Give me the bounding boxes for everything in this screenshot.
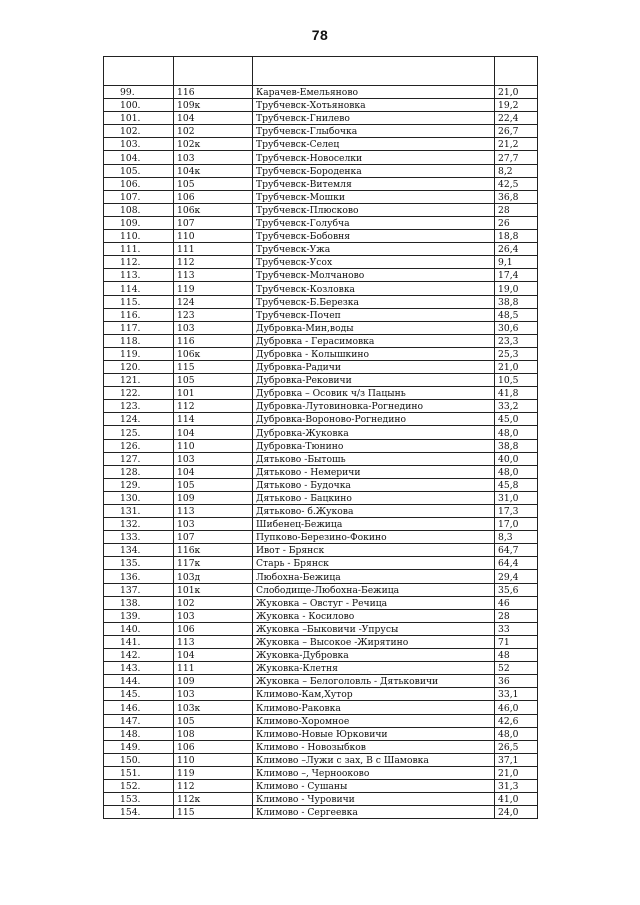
table-row	[104, 295, 538, 308]
route-number-cell: 119	[174, 766, 253, 779]
route-name-cell: Дубровка-Рековичи	[253, 374, 495, 387]
distance-cell: 46	[495, 596, 538, 609]
route-number-cell: 106	[174, 622, 253, 635]
table-row	[104, 478, 538, 491]
table-row	[104, 622, 538, 635]
route-name-cell: Трубчевск-Витемля	[253, 177, 495, 190]
route-number-cell: 105	[174, 478, 253, 491]
row-index-cell: 118.	[104, 334, 174, 347]
route-name-cell: Дубровка - Колышкино	[253, 347, 495, 360]
header-cell-index	[104, 57, 174, 86]
route-number-cell: 111	[174, 243, 253, 256]
distance-cell: 9,1	[495, 256, 538, 269]
table-row	[104, 269, 538, 282]
route-number-cell: 105	[174, 374, 253, 387]
row-index-cell: 103.	[104, 138, 174, 151]
route-number-cell: 104	[174, 426, 253, 439]
table-row	[104, 256, 538, 269]
distance-cell: 38,8	[495, 439, 538, 452]
table-row	[104, 779, 538, 792]
row-index-cell: 125.	[104, 426, 174, 439]
route-name-cell: Климово - Чуровичи	[253, 793, 495, 806]
table-row	[104, 439, 538, 452]
route-number-cell: 119	[174, 282, 253, 295]
row-index-cell: 108.	[104, 203, 174, 216]
row-index-cell: 153.	[104, 793, 174, 806]
route-name-cell: Дубровка – Осовик ч/з Пацынь	[253, 387, 495, 400]
route-number-cell: 102к	[174, 138, 253, 151]
route-name-cell: Дубровка-Жуковка	[253, 426, 495, 439]
route-number-cell: 103	[174, 321, 253, 334]
route-number-cell: 101	[174, 387, 253, 400]
table-row	[104, 518, 538, 531]
route-name-cell: Дятьково -Бытошь	[253, 452, 495, 465]
route-name-cell: Климово - Сергеевка	[253, 806, 495, 819]
row-index-cell: 146.	[104, 701, 174, 714]
table-row	[104, 400, 538, 413]
route-name-cell: Климово-Раковка	[253, 701, 495, 714]
table-row	[104, 531, 538, 544]
route-number-cell: 101к	[174, 583, 253, 596]
route-number-cell: 105	[174, 177, 253, 190]
distance-cell: 64,7	[495, 544, 538, 557]
route-number-cell: 109	[174, 675, 253, 688]
route-name-cell: Дятьково - Бацкино	[253, 491, 495, 504]
route-name-cell: Трубчевск-Новоселки	[253, 151, 495, 164]
table-row	[104, 426, 538, 439]
route-name-cell: Трубчевск-Почеп	[253, 308, 495, 321]
row-index-cell: 116.	[104, 308, 174, 321]
row-index-cell: 143.	[104, 662, 174, 675]
distance-cell: 22,4	[495, 112, 538, 125]
route-number-cell: 113	[174, 635, 253, 648]
route-name-cell: Старь - Брянск	[253, 557, 495, 570]
route-name-cell: Трубчевск-Глыбочка	[253, 125, 495, 138]
row-index-cell: 119.	[104, 347, 174, 360]
route-number-cell: 104	[174, 112, 253, 125]
route-name-cell: Трубчевск-Б.Березка	[253, 295, 495, 308]
route-name-cell: Слободище-Любохна-Бежица	[253, 583, 495, 596]
route-number-cell: 105	[174, 714, 253, 727]
route-number-cell: 103д	[174, 570, 253, 583]
table-row	[104, 806, 538, 819]
distance-cell: 17,4	[495, 269, 538, 282]
row-index-cell: 117.	[104, 321, 174, 334]
row-index-cell: 104.	[104, 151, 174, 164]
table-row	[104, 583, 538, 596]
route-name-cell: Дубровка-Тюнино	[253, 439, 495, 452]
table-row	[104, 570, 538, 583]
table-row	[104, 347, 538, 360]
route-name-cell: Трубчевск-Голубча	[253, 216, 495, 229]
distance-cell: 33	[495, 622, 538, 635]
distance-cell: 48	[495, 649, 538, 662]
distance-cell: 37,1	[495, 753, 538, 766]
route-number-cell: 112	[174, 256, 253, 269]
route-name-cell: Трубчевск-Бобовня	[253, 230, 495, 243]
route-number-cell: 111	[174, 662, 253, 675]
distance-cell: 24,0	[495, 806, 538, 819]
distance-cell: 21,0	[495, 86, 538, 99]
route-number-cell: 103	[174, 518, 253, 531]
table-row	[104, 662, 538, 675]
distance-cell: 19,2	[495, 99, 538, 112]
page-number: 78	[311, 27, 329, 43]
route-name-cell: Дятьково - Будочка	[253, 478, 495, 491]
routes-table	[103, 56, 538, 819]
row-index-cell: 135.	[104, 557, 174, 570]
table-row	[104, 753, 538, 766]
distance-cell: 40,0	[495, 452, 538, 465]
route-name-cell: Дубровка - Герасимовка	[253, 334, 495, 347]
route-name-cell: Любохна-Бежица	[253, 570, 495, 583]
route-number-cell: 116к	[174, 544, 253, 557]
distance-cell: 18,8	[495, 230, 538, 243]
row-index-cell: 126.	[104, 439, 174, 452]
table-row	[104, 649, 538, 662]
route-name-cell: Дятьково - Немеричи	[253, 465, 495, 478]
route-number-cell: 124	[174, 295, 253, 308]
route-number-cell: 116	[174, 334, 253, 347]
table-row	[104, 112, 538, 125]
route-number-cell: 112	[174, 779, 253, 792]
route-name-cell: Карачев-Емельяново	[253, 86, 495, 99]
distance-cell: 31,3	[495, 779, 538, 792]
table-row	[104, 635, 538, 648]
row-index-cell: 115.	[104, 295, 174, 308]
distance-cell: 36,8	[495, 190, 538, 203]
route-name-cell: Климово-Кам,Хутор	[253, 688, 495, 701]
route-number-cell: 106	[174, 190, 253, 203]
table-row	[104, 505, 538, 518]
row-index-cell: 102.	[104, 125, 174, 138]
row-index-cell: 121.	[104, 374, 174, 387]
row-index-cell: 99.	[104, 86, 174, 99]
route-name-cell: Дубровка-Радичи	[253, 360, 495, 373]
row-index-cell: 134.	[104, 544, 174, 557]
distance-cell: 42,5	[495, 177, 538, 190]
table-row	[104, 740, 538, 753]
distance-cell: 41,8	[495, 387, 538, 400]
route-number-cell: 113	[174, 505, 253, 518]
distance-cell: 21,2	[495, 138, 538, 151]
distance-cell: 28	[495, 609, 538, 622]
route-number-cell: 103к	[174, 701, 253, 714]
table-header-row	[104, 57, 538, 86]
distance-cell: 21,0	[495, 766, 538, 779]
table-row	[104, 688, 538, 701]
distance-cell: 48,0	[495, 426, 538, 439]
route-name-cell: Трубчевск-Мошки	[253, 190, 495, 203]
row-index-cell: 123.	[104, 400, 174, 413]
route-name-cell: Трубчевск-Плюсково	[253, 203, 495, 216]
route-number-cell: 114	[174, 413, 253, 426]
route-name-cell: Дубровка-Лутовиновка-Рогнедино	[253, 400, 495, 413]
header-cell-route-number	[174, 57, 253, 86]
table-row	[104, 99, 538, 112]
route-number-cell: 110	[174, 230, 253, 243]
row-index-cell: 107.	[104, 190, 174, 203]
route-number-cell: 112	[174, 400, 253, 413]
distance-cell: 21,0	[495, 360, 538, 373]
distance-cell: 48,0	[495, 465, 538, 478]
distance-cell: 26,7	[495, 125, 538, 138]
table-row	[104, 387, 538, 400]
row-index-cell: 154.	[104, 806, 174, 819]
route-number-cell: 107	[174, 216, 253, 229]
route-number-cell: 123	[174, 308, 253, 321]
row-index-cell: 133.	[104, 531, 174, 544]
table-row	[104, 374, 538, 387]
table-row	[104, 177, 538, 190]
route-name-cell: Жуковка – Белоголовль - Дятьковичи	[253, 675, 495, 688]
row-index-cell: 147.	[104, 714, 174, 727]
row-index-cell: 110.	[104, 230, 174, 243]
table-row	[104, 701, 538, 714]
route-name-cell: Пупково-Березино-Фокино	[253, 531, 495, 544]
row-index-cell: 132.	[104, 518, 174, 531]
table-row	[104, 766, 538, 779]
route-number-cell: 109к	[174, 99, 253, 112]
row-index-cell: 120.	[104, 360, 174, 373]
row-index-cell: 100.	[104, 99, 174, 112]
header-cell-route-name	[253, 57, 495, 86]
route-number-cell: 106к	[174, 203, 253, 216]
table-row	[104, 491, 538, 504]
route-number-cell: 112к	[174, 793, 253, 806]
route-number-cell: 103	[174, 609, 253, 622]
distance-cell: 33,1	[495, 688, 538, 701]
row-index-cell: 111.	[104, 243, 174, 256]
route-name-cell: Жуковка-Клетня	[253, 662, 495, 675]
row-index-cell: 144.	[104, 675, 174, 688]
distance-cell: 48,0	[495, 727, 538, 740]
row-index-cell: 140.	[104, 622, 174, 635]
table-row	[104, 164, 538, 177]
route-number-cell: 102	[174, 125, 253, 138]
row-index-cell: 112.	[104, 256, 174, 269]
distance-cell: 33,2	[495, 400, 538, 413]
route-name-cell: Дятьково- б.Жукова	[253, 505, 495, 518]
row-index-cell: 128.	[104, 465, 174, 478]
route-name-cell: Трубчевск-Усох	[253, 256, 495, 269]
route-name-cell: Трубчевск-Гнилево	[253, 112, 495, 125]
distance-cell: 42,6	[495, 714, 538, 727]
row-index-cell: 145.	[104, 688, 174, 701]
distance-cell: 46,0	[495, 701, 538, 714]
table-row	[104, 190, 538, 203]
table-row	[104, 203, 538, 216]
route-number-cell: 109	[174, 491, 253, 504]
route-number-cell: 117к	[174, 557, 253, 570]
row-index-cell: 127.	[104, 452, 174, 465]
table-row	[104, 321, 538, 334]
distance-cell: 8,3	[495, 531, 538, 544]
row-index-cell: 130.	[104, 491, 174, 504]
row-index-cell: 142.	[104, 649, 174, 662]
route-number-cell: 115	[174, 806, 253, 819]
table-row	[104, 465, 538, 478]
route-number-cell: 106	[174, 740, 253, 753]
table-row	[104, 727, 538, 740]
distance-cell: 29,4	[495, 570, 538, 583]
row-index-cell: 114.	[104, 282, 174, 295]
route-number-cell: 103	[174, 452, 253, 465]
row-index-cell: 139.	[104, 609, 174, 622]
row-index-cell: 149.	[104, 740, 174, 753]
route-number-cell: 104	[174, 649, 253, 662]
table-row	[104, 86, 538, 99]
distance-cell: 23,3	[495, 334, 538, 347]
distance-cell: 35,6	[495, 583, 538, 596]
row-index-cell: 151.	[104, 766, 174, 779]
route-name-cell: Жуковка –Быковичи -Упрусы	[253, 622, 495, 635]
row-index-cell: 131.	[104, 505, 174, 518]
table-row	[104, 216, 538, 229]
table-row	[104, 452, 538, 465]
route-name-cell: Жуковка - Косилово	[253, 609, 495, 622]
row-index-cell: 136.	[104, 570, 174, 583]
distance-cell: 38,8	[495, 295, 538, 308]
row-index-cell: 152.	[104, 779, 174, 792]
route-name-cell: Климово - Сушаны	[253, 779, 495, 792]
route-number-cell: 116	[174, 86, 253, 99]
row-index-cell: 109.	[104, 216, 174, 229]
table-row	[104, 125, 538, 138]
route-name-cell: Трубчевск-Селец	[253, 138, 495, 151]
distance-cell: 64,4	[495, 557, 538, 570]
distance-cell: 36	[495, 675, 538, 688]
route-name-cell: Климово –, Чернооково	[253, 766, 495, 779]
table-row	[104, 230, 538, 243]
distance-cell: 45,0	[495, 413, 538, 426]
route-number-cell: 108	[174, 727, 253, 740]
row-index-cell: 113.	[104, 269, 174, 282]
route-name-cell: Климово-Новые Юрковичи	[253, 727, 495, 740]
route-number-cell: 102	[174, 596, 253, 609]
table-row	[104, 138, 538, 151]
row-index-cell: 129.	[104, 478, 174, 491]
route-name-cell: Трубчевск-Козловка	[253, 282, 495, 295]
route-number-cell: 107	[174, 531, 253, 544]
row-index-cell: 101.	[104, 112, 174, 125]
table-row	[104, 557, 538, 570]
row-index-cell: 141.	[104, 635, 174, 648]
row-index-cell: 124.	[104, 413, 174, 426]
route-name-cell: Климово –Лужи с зах, В с Шамовка	[253, 753, 495, 766]
distance-cell: 25,3	[495, 347, 538, 360]
row-index-cell: 105.	[104, 164, 174, 177]
route-name-cell: Климово-Хоромное	[253, 714, 495, 727]
table-row	[104, 793, 538, 806]
distance-cell: 27,7	[495, 151, 538, 164]
distance-cell: 26,4	[495, 243, 538, 256]
table-row	[104, 609, 538, 622]
row-index-cell: 106.	[104, 177, 174, 190]
distance-cell: 30,6	[495, 321, 538, 334]
table-row	[104, 151, 538, 164]
table-row	[104, 413, 538, 426]
distance-cell: 26,5	[495, 740, 538, 753]
route-number-cell: 110	[174, 753, 253, 766]
route-name-cell: Жуковка – Высокое -Жирятино	[253, 635, 495, 648]
distance-cell: 8,2	[495, 164, 538, 177]
route-name-cell: Ивот - Брянск	[253, 544, 495, 557]
table-row	[104, 282, 538, 295]
route-number-cell: 103	[174, 151, 253, 164]
distance-cell: 17,0	[495, 518, 538, 531]
route-number-cell: 113	[174, 269, 253, 282]
distance-cell: 10,5	[495, 374, 538, 387]
row-index-cell: 148.	[104, 727, 174, 740]
route-name-cell: Трубчевск-Бороденка	[253, 164, 495, 177]
route-number-cell: 104	[174, 465, 253, 478]
distance-cell: 26	[495, 216, 538, 229]
route-name-cell: Дубровка-Мин,воды	[253, 321, 495, 334]
route-number-cell: 103	[174, 688, 253, 701]
table-row	[104, 243, 538, 256]
distance-cell: 45,8	[495, 478, 538, 491]
table-row	[104, 596, 538, 609]
distance-cell: 31,0	[495, 491, 538, 504]
row-index-cell: 138.	[104, 596, 174, 609]
route-name-cell: Жуковка-Дубровка	[253, 649, 495, 662]
distance-cell: 19,0	[495, 282, 538, 295]
table-row	[104, 675, 538, 688]
distance-cell: 52	[495, 662, 538, 675]
distance-cell: 41,0	[495, 793, 538, 806]
route-name-cell: Трубчевск-Ужа	[253, 243, 495, 256]
distance-cell: 48,5	[495, 308, 538, 321]
route-number-cell: 115	[174, 360, 253, 373]
route-name-cell: Трубчевск-Хотьяновка	[253, 99, 495, 112]
route-name-cell: Трубчевск-Молчаново	[253, 269, 495, 282]
distance-cell: 17,3	[495, 505, 538, 518]
route-name-cell: Дубровка-Вороново-Рогнедино	[253, 413, 495, 426]
table-row	[104, 334, 538, 347]
route-number-cell: 110	[174, 439, 253, 452]
route-name-cell: Климово - Новозыбков	[253, 740, 495, 753]
table-row	[104, 714, 538, 727]
row-index-cell: 122.	[104, 387, 174, 400]
table-row	[104, 544, 538, 557]
row-index-cell: 150.	[104, 753, 174, 766]
row-index-cell: 137.	[104, 583, 174, 596]
route-name-cell: Жуковка – Овстуг - Речица	[253, 596, 495, 609]
table-row	[104, 360, 538, 373]
distance-cell: 28	[495, 203, 538, 216]
distance-cell: 71	[495, 635, 538, 648]
route-name-cell: Шибенец-Бежица	[253, 518, 495, 531]
route-number-cell: 104к	[174, 164, 253, 177]
table-row	[104, 308, 538, 321]
header-cell-distance	[495, 57, 538, 86]
route-number-cell: 106к	[174, 347, 253, 360]
